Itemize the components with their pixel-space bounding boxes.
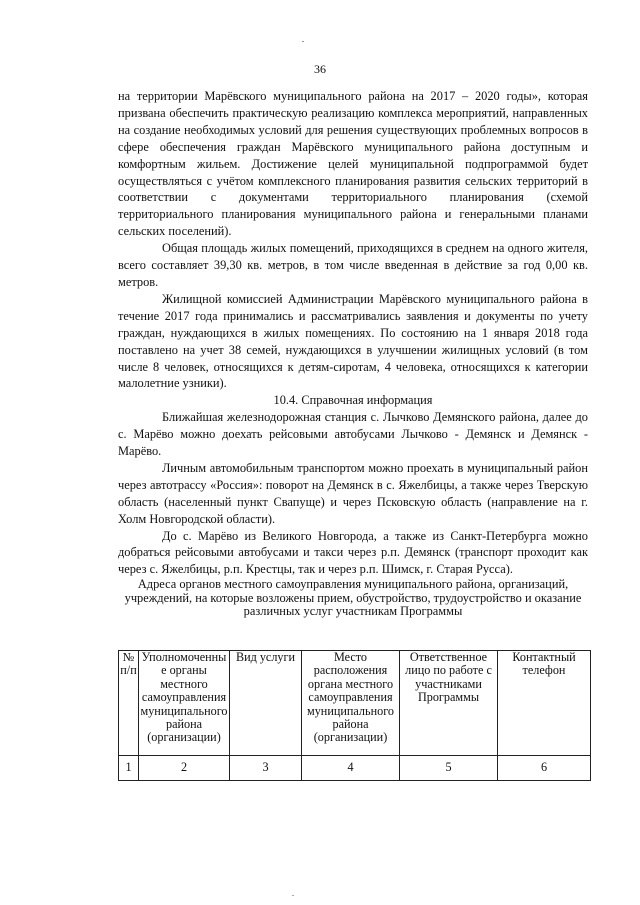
table-row	[119, 756, 591, 781]
section-heading: 10.4. Справочная информация	[273, 393, 433, 408]
page-number: 36	[314, 62, 326, 76]
scan-speck	[292, 895, 294, 896]
column-header-service-type: Вид услуги	[230, 651, 302, 756]
addresses-table	[118, 650, 591, 781]
document-body	[118, 88, 588, 619]
column-number-cell: 4	[302, 756, 400, 781]
column-header-responsible-person: Ответственное лицо по работе с участниками Программы	[400, 651, 498, 756]
column-number-cell: 6	[498, 756, 591, 781]
paragraph-car-route: Личным автомобильным транспортом можно проехать в муниципальный район через автотрассу «Россия»: поворот на Демянск в с. Яжелбицы, а также через Тверскую область (населенный пункт Свапуще) и через Псковскую область (направление на г. Холм Новгородской области).	[118, 460, 588, 526]
paragraph-bus-route: До с. Марёво из Великого Новгорода, а также из Санкт-Петербурга можно добраться рейсовыми автобусами и такси через р.п. Демянск (транспорт проходит как через с. Яжелбицы, р.п. Крестцы, так и через р.п. Шимск, г. Старая Русса).	[118, 528, 588, 577]
scan-speck	[302, 41, 304, 42]
column-number-cell: 5	[400, 756, 498, 781]
column-header-phone: Контактный телефон	[498, 651, 591, 756]
table-header-row	[119, 651, 591, 756]
column-header-authorities: Уполномоченные органы местного самоуправления муниципального района (организации)	[139, 651, 230, 756]
column-number-cell: 2	[139, 756, 230, 781]
column-number-cell: 3	[230, 756, 302, 781]
table-caption: Адреса органов местного самоуправления муниципального района, организаций, учреждений, на которые возложены прием, обустройство, трудоустройство и оказание различных услуг участникам Программы	[124, 577, 582, 619]
paragraph-housing-commission: Жилищной комиссией Администрации Марёвского муниципального района в течение 2017 года принимались и рассматривались заявления и документы по учету граждан, нуждающихся в жилых помещениях. По состоянию на 1 января 2018 года поставлено на учет 38 семей, нуждающихся в улучшении жилищных условий (в том числе 8 человек, относящихся к детям-сиротам, 4 человека, относящихся к категории малолетние узники).	[118, 291, 588, 391]
paragraph-railway: Ближайшая железнодорожная станция с. Лычково Демянского района, далее до с. Марёво можно доехать рейсовыми автобусами Лычково - Демянск и Демянск - Марёво.	[118, 410, 588, 459]
paragraph-housing-area: Общая площадь жилых помещений, приходящихся в среднем на одного жителя, всего составляет 39,30 кв. метров, в том числе введенная в действие за год 0,00 кв. метров.	[118, 241, 588, 289]
column-number-cell: 1	[119, 756, 139, 781]
paragraph-continuation: на территории Марёвского муниципального района на 2017 – 2020 годы», которая призвана обеспечить практическую реализацию комплекса мероприятий, направленных на создание необходимых условий для решения существующих проблемных вопросов в сфере обеспечения граждан Марёвского муниципального района доступным и комфортным жильем. Достижение целей муниципальной подпрограммой будет осуществляться с учётом комплексного планирования развития сельских территорий в соответствии с документами территориального планирования (схемой территориального планирования муниципального района и генеральными планами сельских поселений).	[118, 89, 588, 239]
column-header-number: № п/п	[119, 651, 139, 756]
column-header-location: Место расположения органа местного самоуправления муниципального района (организации)	[302, 651, 400, 756]
